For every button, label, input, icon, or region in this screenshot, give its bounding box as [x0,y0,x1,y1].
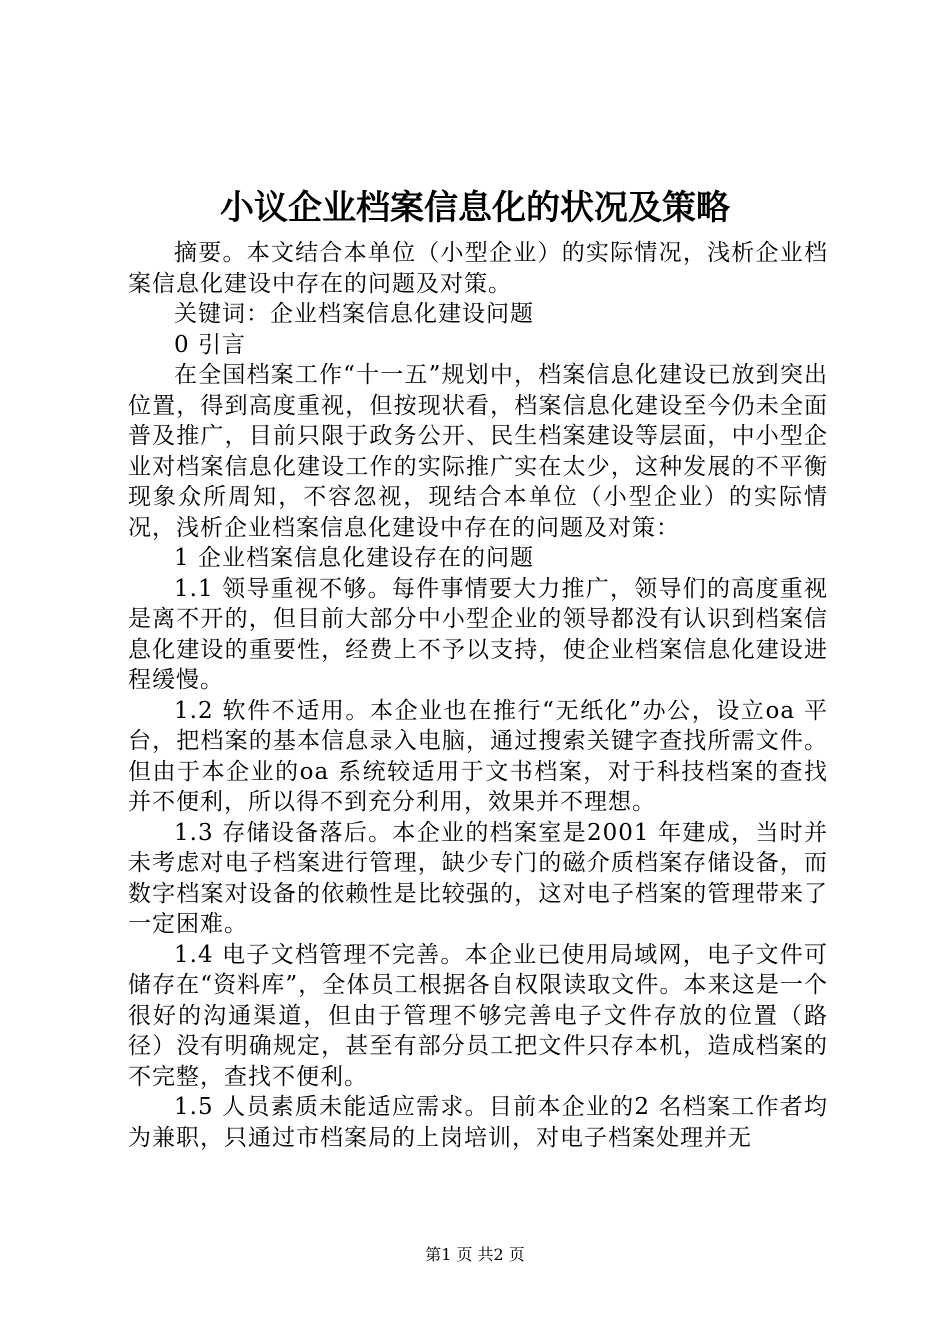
page-footer: 第1 页 共2 页 [425,1245,525,1264]
body-paragraph: 在全国档案工作“十一五”规划中，档案信息化建设已放到突出位置，得到高度重视，但按现状看，档案信息化建设至今仍未全面普及推广，目前只限于政务公开、民生档案建设等层面，中小型企业对档案信息化建设工作的实际推广实在太少，这种发展的不平衡现象众所周知，不容忽视，现结合本单位（小型企业）的实际情况，浅析企业档案信息化建设中存在的问题及对策： [128,362,828,541]
abstract-paragraph: 摘要。本文结合本单位（小型企业）的实际情况，浅析企业档案信息化建设中存在的问题及对策。 [128,240,828,297]
body-paragraph: 1.5 人员素质未能适应需求。目前本企业的2 名档案工作者均为兼职，只通过市档案局的上岗培训，对电子档案处理并无 [128,1094,828,1151]
document-title: 小议企业档案信息化的状况及策略 [220,188,730,228]
keywords-paragraph: 关键词：企业档案信息化建设问题 [174,301,534,327]
section-heading-intro: 0 引言 [174,331,246,358]
body-paragraph: 1.4 电子文档管理不完善。本企业已使用局域网，电子文件可储存在“资料库”，全体员工根据各自权限读取文件。本来这是一个很好的沟通渠道，但由于管理不够完善电子文件存放的位置（路径）没有明确规定，甚至有部分员工把文件只存本机，造成档案的不完整，查找不便利。 [128,941,828,1090]
body-paragraph: 1.1 领导重视不够。每件事情要大力推广，领导们的高度重视是离不开的，但目前大部分中小型企业的领导都没有认识到档案信息化建设的重要性，经费上不予以支持，使企业档案信息化建设进程缓慢。 [128,575,828,693]
body-paragraph: 1.3 存储设备落后。本企业的档案室是2001 年建成，当时并未考虑对电子档案进行管理，缺少专门的磁介质档案存储设备，而数字档案对设备的依赖性是比较强的，这对电子档案的管理带来了一定困难。 [128,819,828,937]
section-heading-problems: 1 企业档案信息化建设存在的问题 [174,545,534,571]
body-paragraph: 1.2 软件不适用。本企业也在推行“无纸化”办公，设立oa 平台，把档案的基本信息录入电脑，通过搜索关键字查找所需文件。但由于本企业的oa 系统较适用于文书档案，对于科技档案的查找并不便利，所以得不到充分利用，效果并不理想。 [128,697,828,815]
document-body [128,238,828,1153]
